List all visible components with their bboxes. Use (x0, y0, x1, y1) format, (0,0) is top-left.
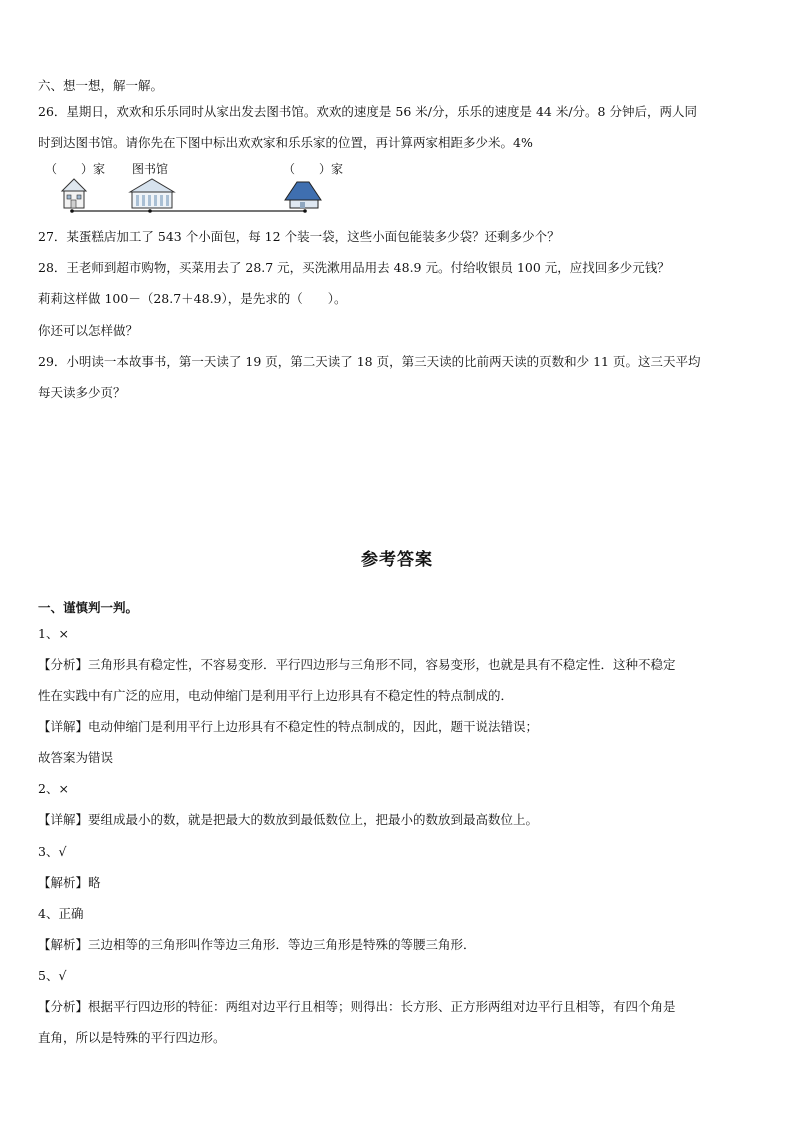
answer-2: 2、× (38, 781, 69, 796)
right-home-label: （ ）家 (283, 162, 344, 176)
question-28-line-1: 28．王老师到超市购物，买菜用去了 28.7 元，买洗漱用品用去 48.9 元。付给收银员 100 元，应找回多少元钱？ (38, 260, 670, 275)
question-27: 27．某蛋糕店加工了 543 个小面包，每 12 个装一袋，这些小面包能装多少袋？还剩多少个？ (38, 229, 560, 244)
answer-1-conclusion: 故答案为错误 (38, 750, 114, 765)
question-26-line-2: 时到达图书馆。请你先在下图中标出欢欢家和乐乐家的位置，再计算两家相距多少米。4% (38, 135, 533, 150)
question-28-line-3: 你还可以怎样做？ (38, 323, 139, 338)
answer-4: 4、正确 (38, 906, 84, 921)
answers-section-heading-1: 一、谨慎判一判。 (38, 600, 139, 615)
answer-5-analysis-line-1: 【分析】根据平行四边形的特征：两组对边平行且相等；则得出：长方形、正方形两组对边平行且相等，有四个角是 (38, 999, 676, 1014)
diagram-graphics (40, 160, 340, 216)
answer-5-analysis-line-2: 直角，所以是特殊的平行四边形。 (38, 1030, 226, 1045)
answer-3-analysis: 【解析】略 (38, 875, 101, 890)
location-diagram (40, 160, 344, 216)
section-heading-6: 六、想一想，解一解。 (38, 78, 164, 93)
question-26-line-1: 26．星期日，欢欢和乐乐同时从家出发去图书馆。欢欢的速度是 56 米/分，乐乐的速度是 44 米/分。8 分钟后，两人同 (38, 104, 697, 119)
question-29-line-2: 每天读多少页？ (38, 385, 126, 400)
answer-1: 1、× (38, 626, 69, 641)
answer-2-detail: 【详解】要组成最小的数，就是把最大的数放到最低数位上，把最小的数放到最高数位上。 (38, 812, 539, 827)
answer-1-analysis-line-2: 性在实践中有广泛的应用，电动伸缩门是利用平行上边形具有不稳定性的特点制成的． (38, 688, 514, 703)
library-label: 图书馆 (132, 162, 169, 176)
answer-5: 5、√ (38, 968, 67, 983)
answer-1-analysis-line-1: 【分析】三角形具有稳定性，不容易变形．平行四边形与三角形不同，容易变形，也就是具有不稳定性．这种不稳定 (38, 657, 676, 672)
question-28-line-2: 莉莉这样做 100－（28.7＋48.9），是先求的（ ）。 (38, 291, 347, 306)
answers-title: 参考答案 (361, 550, 433, 570)
answer-1-detail: 【详解】电动伸缩门是利用平行上边形具有不稳定性的特点制成的，因此，题干说法错误； (38, 719, 539, 734)
answer-3: 3、√ (38, 844, 67, 859)
answer-4-analysis: 【解析】三边相等的三角形叫作等边三角形．等边三角形是特殊的等腰三角形． (38, 937, 476, 952)
left-home-label: （ ）家 (45, 162, 106, 176)
question-29-line-1: 29．小明读一本故事书，第一天读了 19 页，第二天读了 18 页，第三天读的比前两天读的页数和少 11 页。这三天平均 (38, 354, 701, 369)
library-icon (130, 179, 174, 208)
right-house-icon (285, 182, 321, 208)
left-house-icon (62, 179, 86, 208)
